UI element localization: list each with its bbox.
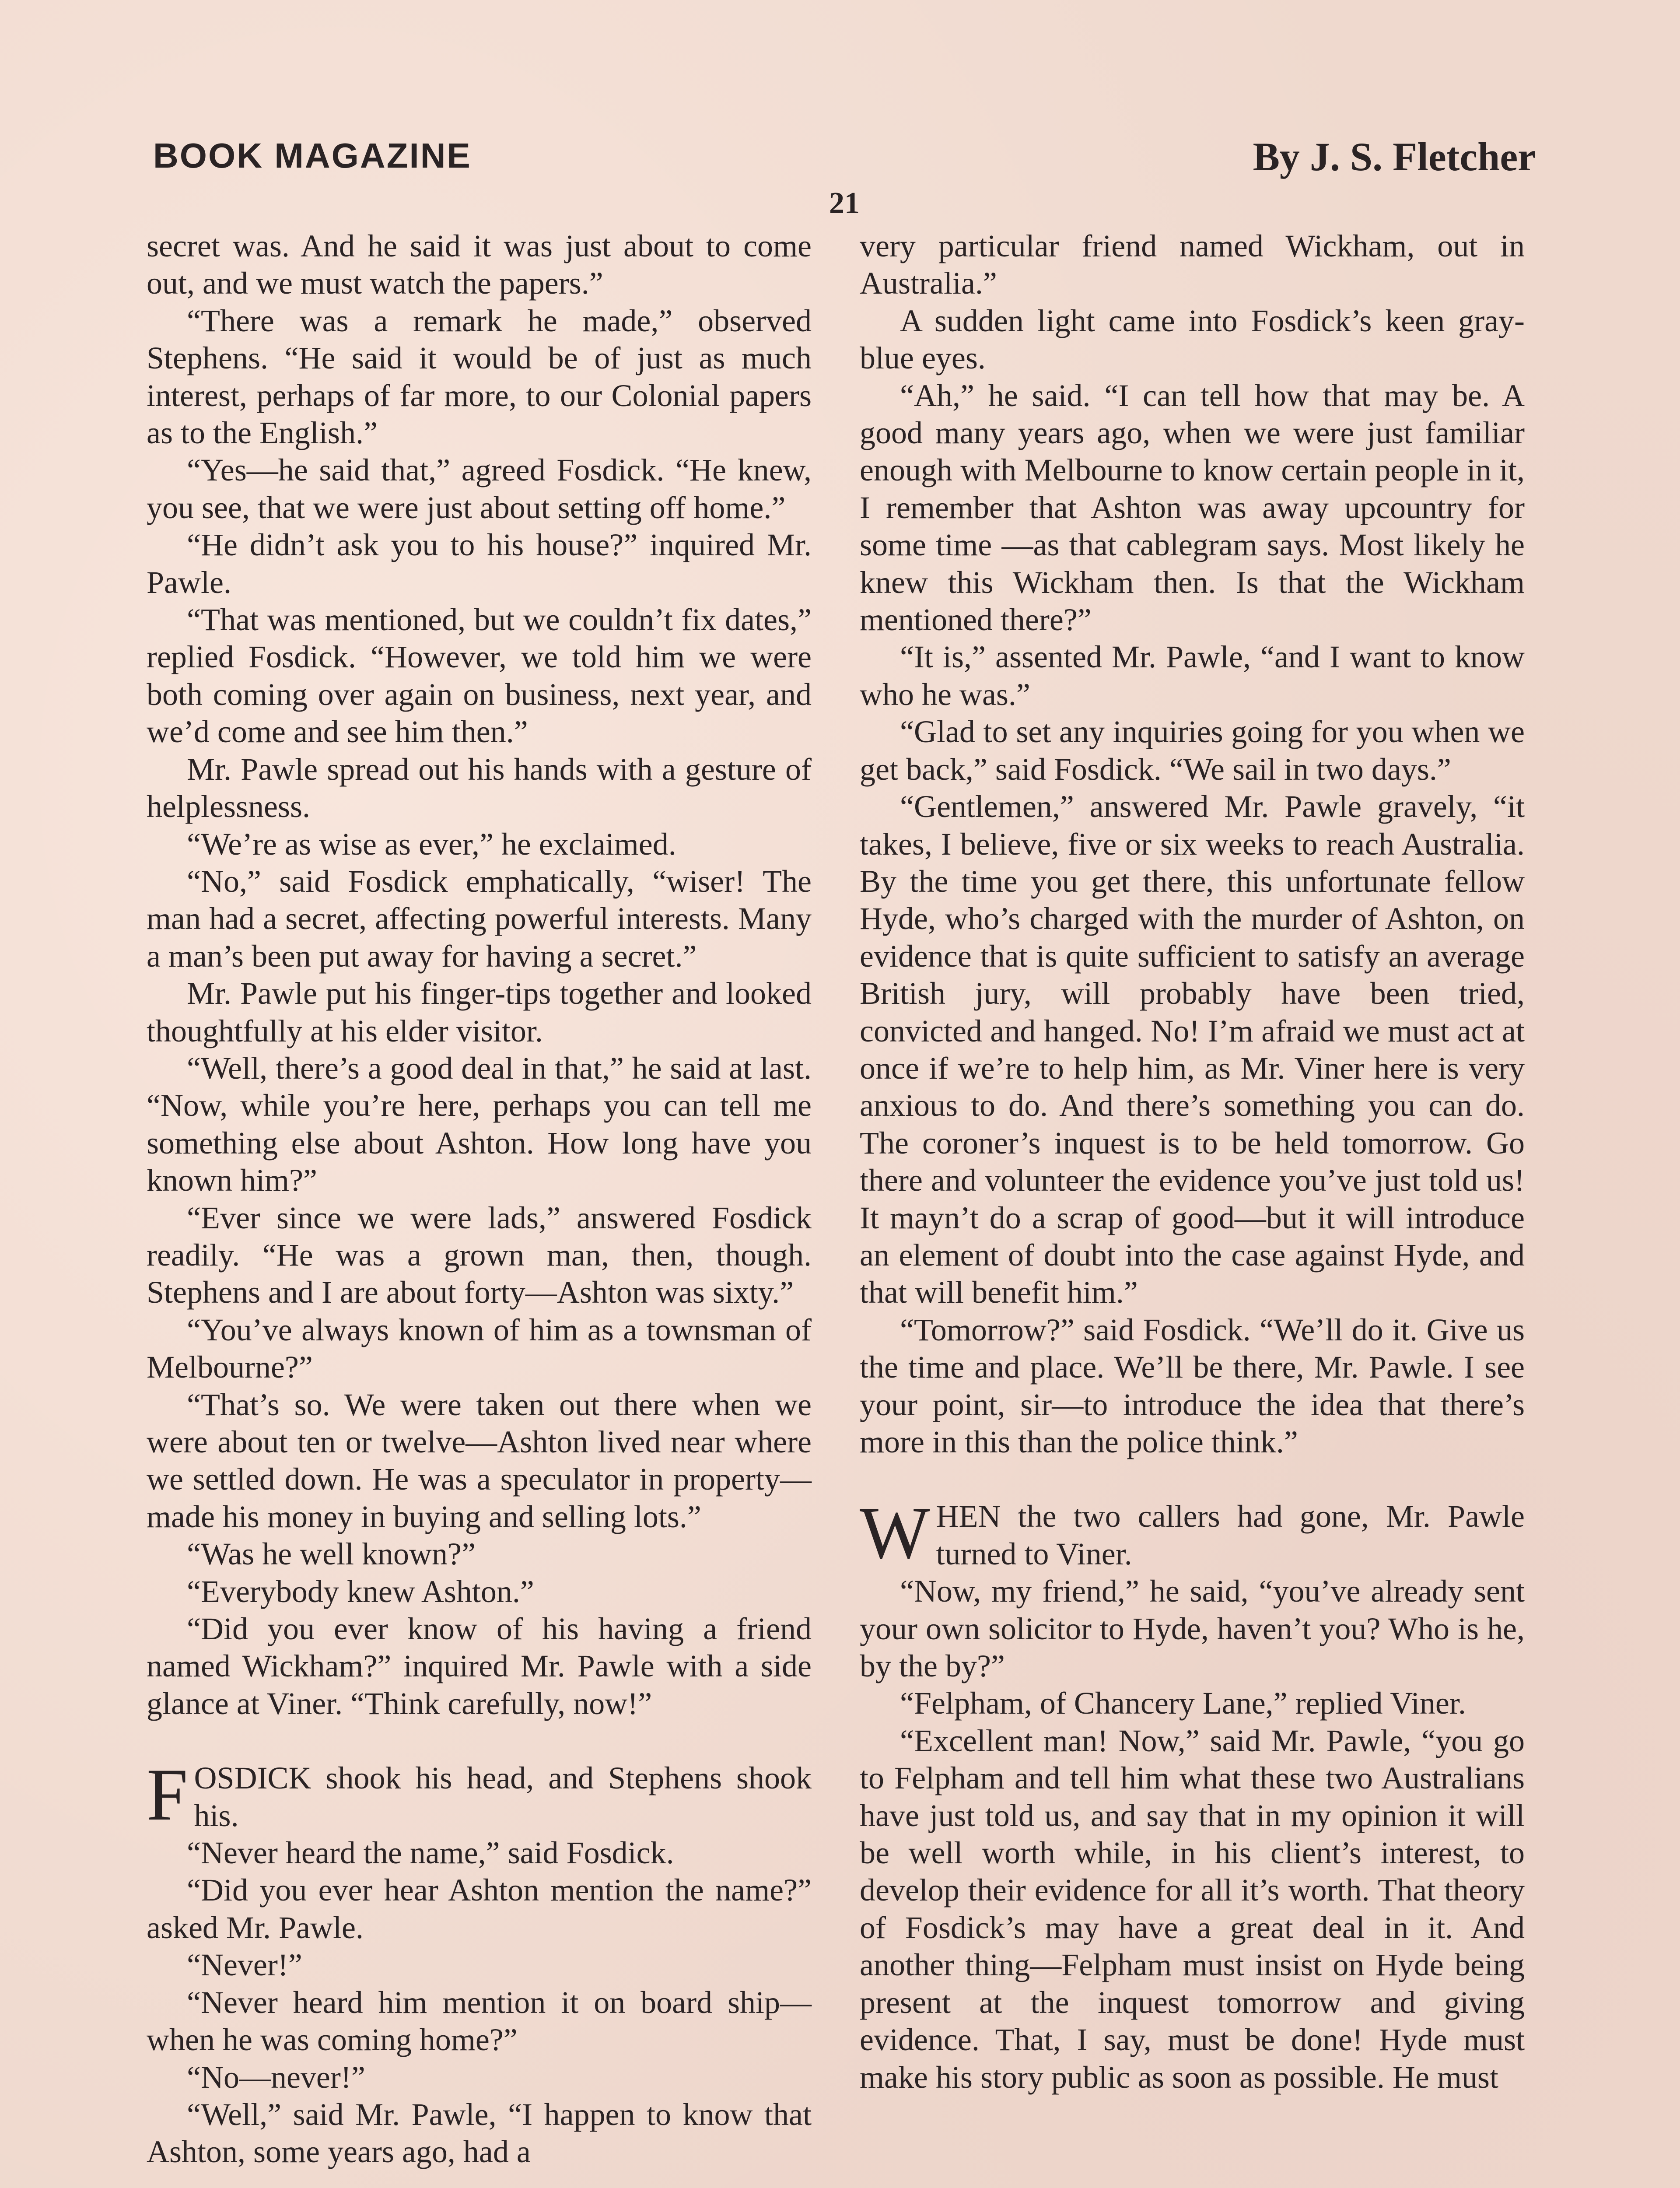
paragraph: “That’s so. We were taken out there when we were about ten or twelve—Ashton lived near where we settled down. He was a speculator in property—made his money in buying and selling lots.”	[147, 1387, 812, 1534]
right-column	[860, 228, 1525, 2096]
paragraph: “Did you ever hear Ashton mention the name?” asked Mr. Pawle.	[147, 1872, 812, 1945]
paragraph: “We’re as wise as ever,” he exclaimed.	[187, 826, 676, 862]
paragraph: “He didn’t ask you to his house?” inquired Mr. Pawle.	[147, 527, 812, 600]
paragraph: Mr. Pawle spread out his hands with a gesture of helplessness.	[147, 751, 812, 824]
paragraph: “Ah,” he said. “I can tell how that may be. A good many years ago, when we were just familiar enough with Melbourne to know certain people in it, I remember that Ashton was away upcountry for some time —as that cablegram says. Most likely he knew this Wickham then. Is that the Wickham mentioned there?”	[860, 378, 1525, 638]
section-opening-paragraph	[860, 1492, 1525, 1574]
drop-cap-text: OSDICK shook his head, and Stephens shook his.	[194, 1760, 812, 1833]
section-opening-paragraph	[147, 1753, 812, 1836]
page-number: 21	[829, 186, 860, 220]
paragraph: “Gentlemen,” answered Mr. Pawle gravely, “it takes, I believe, five or six weeks to reach Australia. By the time you get there, this unfortunate fellow Hyde, who’s charged with the murder of Ashton, on evidence that is quite sufficient to satisfy an average British jury, will probably have been tried, convicted and hanged. No! I’m afraid we must act at once if we’re to help him, as Mr. Viner here is very anxious to do. And there’s something you can do. The coroner’s inquest is to be held tomorrow. Go there and volunteer the evidence you’ve just told us! It mayn’t do a scrap of good—but it will introduce an element of doubt into the case against Hyde, and that will benefit him.”	[860, 789, 1525, 1310]
paragraph: “Did you ever know of his having a friend named Wickham?” inquired Mr. Pawle with a side glance at Viner. “Think carefully, now!”	[147, 1611, 812, 1721]
paragraph: “Well, there’s a good deal in that,” he said at last. “Now, while you’re here, perhaps you can tell me something else about Ashton. How long have you known him?”	[147, 1050, 812, 1198]
paragraph: “Everybody knew Ashton.”	[187, 1574, 534, 1609]
left-column	[147, 228, 812, 2171]
paragraph: “Well,” said Mr. Pawle, “I happen to know that Ashton, some years ago, had a	[147, 2097, 812, 2170]
paragraph: “No,” said Fosdick emphatically, “wiser! The man had a secret, affecting powerful interests. Many a man’s been put away for having a secret.”	[147, 863, 812, 974]
paragraph: “Excellent man! Now,” said Mr. Pawle, “you go to Felpham and tell him what these two Australians have just told us, and say that in my opinion it will be well worth while, in his client’s interest, to develop their evidence for all it’s worth. That theory of Fosdick’s may have a great deal in it. And another thing—Felpham must insist on Hyde being present at the inquest tomorrow and giving evidence. That, I say, must be done! Hyde must make his story public as soon as possible. He must	[860, 1723, 1525, 2095]
paragraph: “Now, my friend,” he said, “you’ve already sent your own solicitor to Hyde, haven’t you? Who is he, by the by?”	[860, 1574, 1525, 1684]
paragraph: Mr. Pawle put his finger-tips together and looked thoughtfully at his elder visitor.	[147, 976, 812, 1048]
paragraph: “Never!”	[187, 1947, 302, 1983]
paragraph: “Yes—he said that,” agreed Fosdick. “He knew, you see, that we were just about setting off home.”	[147, 452, 812, 525]
paragraph: “Was he well known?”	[187, 1536, 476, 1572]
paragraph: “Felpham, of Chancery Lane,” replied Viner.	[900, 1686, 1466, 1721]
paragraph: “It is,” assented Mr. Pawle, “and I want to know who he was.”	[860, 639, 1525, 712]
paragraph: “Ever since we were lads,” answered Fosdick readily. “He was a grown man, then, though. Stephens and I are about forty—Ashton was sixty.”	[147, 1200, 812, 1310]
drop-cap-text: HEN the two callers had gone, Mr. Pawle turned to Viner.	[936, 1499, 1525, 1571]
paragraph: “Never heard the name,” said Fosdick.	[187, 1835, 674, 1871]
paragraph: very particular friend named Wickham, out in Australia.”	[860, 228, 1525, 301]
author-byline: By J. S. Fletcher	[1253, 134, 1536, 179]
paragraph: “You’ve always known of him as a townsman of Melbourne?”	[147, 1312, 812, 1385]
paragraph: “Glad to set any inquiries going for you when we get back,” said Fosdick. “We sail in two days.”	[860, 714, 1525, 787]
drop-cap: F	[147, 1753, 188, 1836]
paragraph: secret was. And he said it was just about to come out, and we must watch the papers.”	[147, 228, 812, 301]
paragraph: “That was mentioned, but we couldn’t fix dates,” replied Fosdick. “However, we told him we were both coming over again on business, next year, and we’d come and see him then.”	[147, 602, 812, 750]
paragraph: “Never heard him mention it on board ship—when he was coming home?”	[147, 1985, 812, 2058]
magazine-title: BOOK MAGAZINE	[153, 136, 472, 175]
section-break	[860, 1461, 1525, 1498]
paragraph: A sudden light came into Fosdick’s keen gray-blue eyes.	[860, 303, 1525, 376]
paragraph: “No—never!”	[187, 2059, 365, 2095]
paragraph: “There was a remark he made,” observed Stephens. “He said it would be of just as much interest, perhaps of far more, to our Colonial papers as to the English.”	[147, 303, 812, 451]
paragraph: “Tomorrow?” said Fosdick. “We’ll do it. Give us the time and place. We’ll be there, Mr. Pawle. I see your point, sir—to introduce the idea that there’s more in this than the police think.”	[860, 1312, 1525, 1459]
section-break	[147, 1722, 812, 1760]
drop-cap: W	[860, 1492, 930, 1574]
